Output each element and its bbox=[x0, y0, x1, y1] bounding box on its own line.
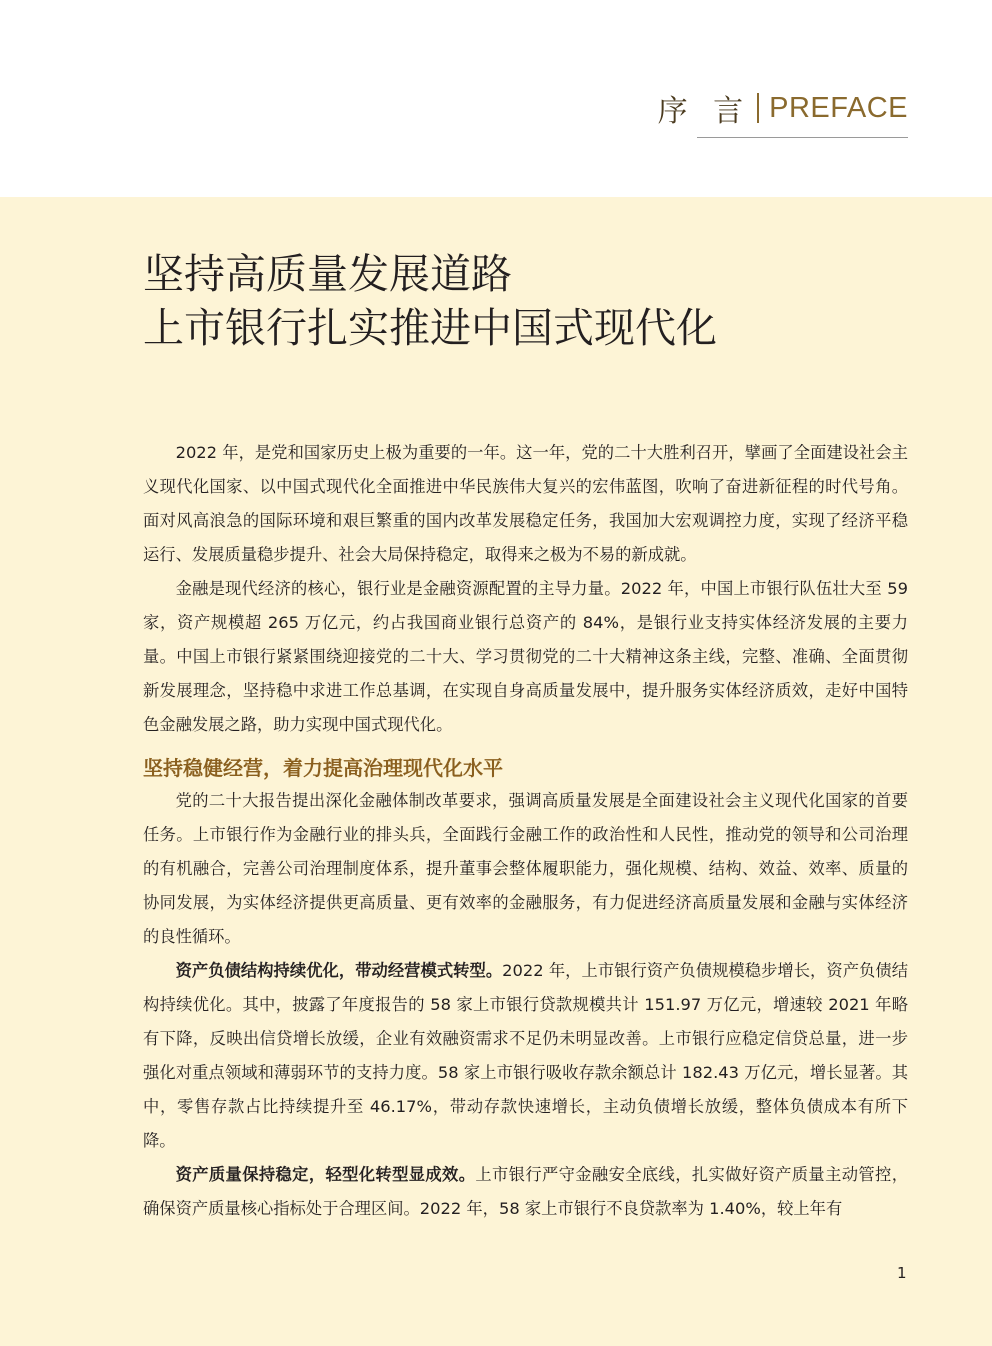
paragraph-1: 2022 年，是党和国家历史上极为重要的一年。这一年，党的二十大胜利召开，擘画了全面建设社会主义现代化国家、以中国式现代化全面推进中华民族伟大复兴的宏伟蓝图，吹响了奋进新征程的时代号角。面对风高浪急的国际环境和艰巨繁重的国内改革发展稳定任务，我国加大宏观调控力度，实现了经济平稳运行、发展质量稳步提升、社会大局保持稳定，取得来之极为不易的新成就。 bbox=[143, 443, 908, 564]
section-tag-en: PREFACE bbox=[769, 91, 908, 124]
section-heading: 坚持稳健经营，着力提高治理现代化水平 bbox=[143, 756, 503, 780]
paragraph-4-text: 2022 年，上市银行资产负债规模稳步增长，资产负债结构持续优化。其中，披露了年度报告的 58 家上市银行贷款规模共计 151.97 万亿元，增速较 2021 年略有下降，反映出信贷增长放缓，企业有效融资需求不足仍未明显改善。上市银行应稳定信贷总量，进一步强化对重点领域和薄弱环节的支持力度。58 家上市银行吸收存款余额总计 182.43 万亿元，增长显著。其中，零售存款占比持续提升至 46.17%，带动存款快速增长，主动负债增长放缓，整体负债成本有所下降。 bbox=[143, 961, 908, 1150]
section-tag bbox=[658, 86, 908, 130]
body-text bbox=[143, 436, 908, 1226]
page-number: 1 bbox=[897, 1264, 907, 1282]
page-title bbox=[143, 247, 717, 355]
paragraph-3: 党的二十大报告提出深化金融体制改革要求，强调高质量发展是全面建设社会主义现代化国家的首要任务。上市银行作为金融行业的排头兵，全面践行金融工作的政治性和人民性，推动党的领导和公司治理的有机融合，完善公司治理制度体系，提升董事会整体履职能力，强化规模、结构、效益、效率、质量的协同发展，为实体经济提供更高质量、更有效率的金融服务，有力促进经济高质量发展和金融与实体经济的良性循环。 bbox=[143, 791, 908, 946]
paragraph-2: 金融是现代经济的核心，银行业是金融资源配置的主导力量。2022 年，中国上市银行队伍壮大至 59 家，资产规模超 265 万亿元，约占我国商业银行总资产的 84%，是银行业支持实体经济发展的主要力量。中国上市银行紧紧围绕迎接党的二十大、学习贯彻党的二十大精神这条主线，完整、准确、全面贯彻新发展理念，坚持稳中求进工作总基调，在实现自身高质量发展中，提升服务实体经济质效，走好中国特色金融发展之路，助力实现中国式现代化。 bbox=[143, 579, 908, 734]
title-line-1: 坚持高质量发展道路 bbox=[143, 250, 512, 298]
paragraph-4-lead: 资产负债结构持续优化，带动经营模式转型。 bbox=[175, 961, 503, 980]
section-tag-cn: 序 言 bbox=[657, 94, 752, 129]
paragraph-5 bbox=[143, 1158, 908, 1226]
paragraph-5-text: 上市银行严守金融安全底线，扎实做好资产质量主动管控，确保资产质量核心指标处于合理区间。2022 年，58 家上市银行不良贷款率为 1.40%，较上年有 bbox=[143, 1165, 908, 1218]
paragraph-4 bbox=[143, 954, 908, 1158]
section-tag-divider bbox=[757, 93, 759, 123]
header-underline bbox=[697, 137, 908, 138]
paragraph-5-lead: 资产质量保持稳定，轻型化转型显成效。 bbox=[175, 1165, 476, 1184]
title-line-2: 上市银行扎实推进中国式现代化 bbox=[143, 304, 717, 352]
